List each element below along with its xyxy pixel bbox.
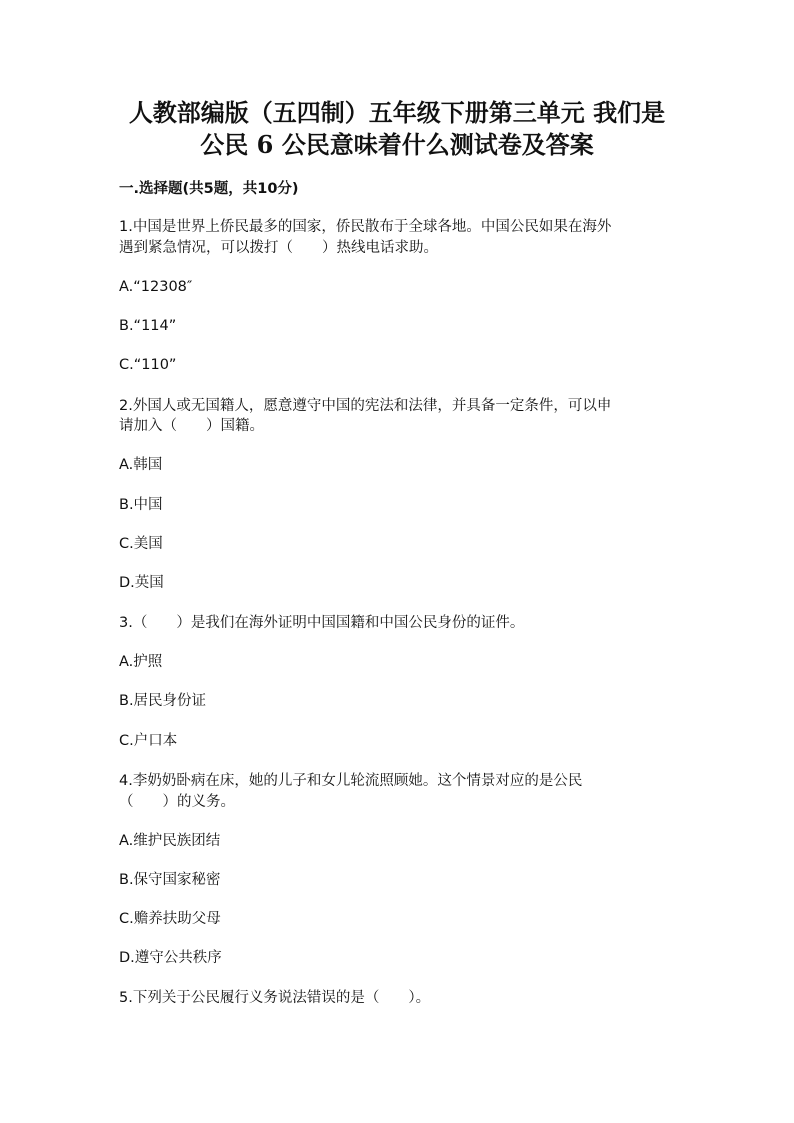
question-1-stem-line-1: 1.中国是世界上侨民最多的国家，侨民散布于全球各地。中国公民如果在海外 — [119, 219, 612, 235]
question-2-option-a: A.韩国 — [119, 457, 163, 473]
question-4-option-a: A.维护民族团结 — [119, 833, 221, 849]
question-3-option-c: C.户口本 — [119, 733, 178, 749]
question-1-option-a: A.“12308″ — [119, 279, 193, 295]
question-2-stem-line-1: 2.外国人或无国籍人，愿意遵守中国的宪法和法律，并具备一定条件，可以申 — [119, 398, 612, 414]
question-4-option-c: C.赡养扶助父母 — [119, 911, 221, 927]
question-4-option-d: D.遵守公共秩序 — [119, 950, 222, 966]
question-3-stem-line-1: 3.（ ）是我们在海外证明中国国籍和中国公民身份的证件。 — [119, 615, 525, 631]
section-title: 一.选择题(共5题，共10分) — [119, 181, 299, 197]
question-2-option-b: B.中国 — [119, 497, 163, 513]
question-2-option-c: C.美国 — [119, 536, 163, 552]
question-4-option-b: B.保守国家秘密 — [119, 872, 221, 888]
question-2-option-d: D.英国 — [119, 575, 164, 591]
question-1-option-b: B.“114” — [119, 318, 177, 334]
page-title-line-1: 人教部编版（五四制）五年级下册第三单元 我们是 — [128, 98, 666, 127]
question-1-stem-line-2: 遇到紧急情况，可以拨打（ ）热线电话求助。 — [119, 240, 438, 256]
page-title-line-2: 公民 6 公民意味着什么测试卷及答案 — [200, 130, 594, 159]
question-3-option-b: B.居民身份证 — [119, 693, 207, 709]
question-1-option-c: C.“110” — [119, 357, 177, 373]
question-4-stem-line-1: 4.李奶奶卧病在床，她的儿子和女儿轮流照顾她。这个情景对应的是公民 — [119, 773, 583, 789]
question-2-stem-line-2: 请加入（ ）国籍。 — [119, 418, 264, 434]
question-4-stem-line-2: （ ）的义务。 — [119, 794, 235, 810]
question-3-option-a: A.护照 — [119, 654, 163, 670]
question-5-stem-line-1: 5.下列关于公民履行义务说法错误的是（ ）。 — [119, 990, 431, 1006]
